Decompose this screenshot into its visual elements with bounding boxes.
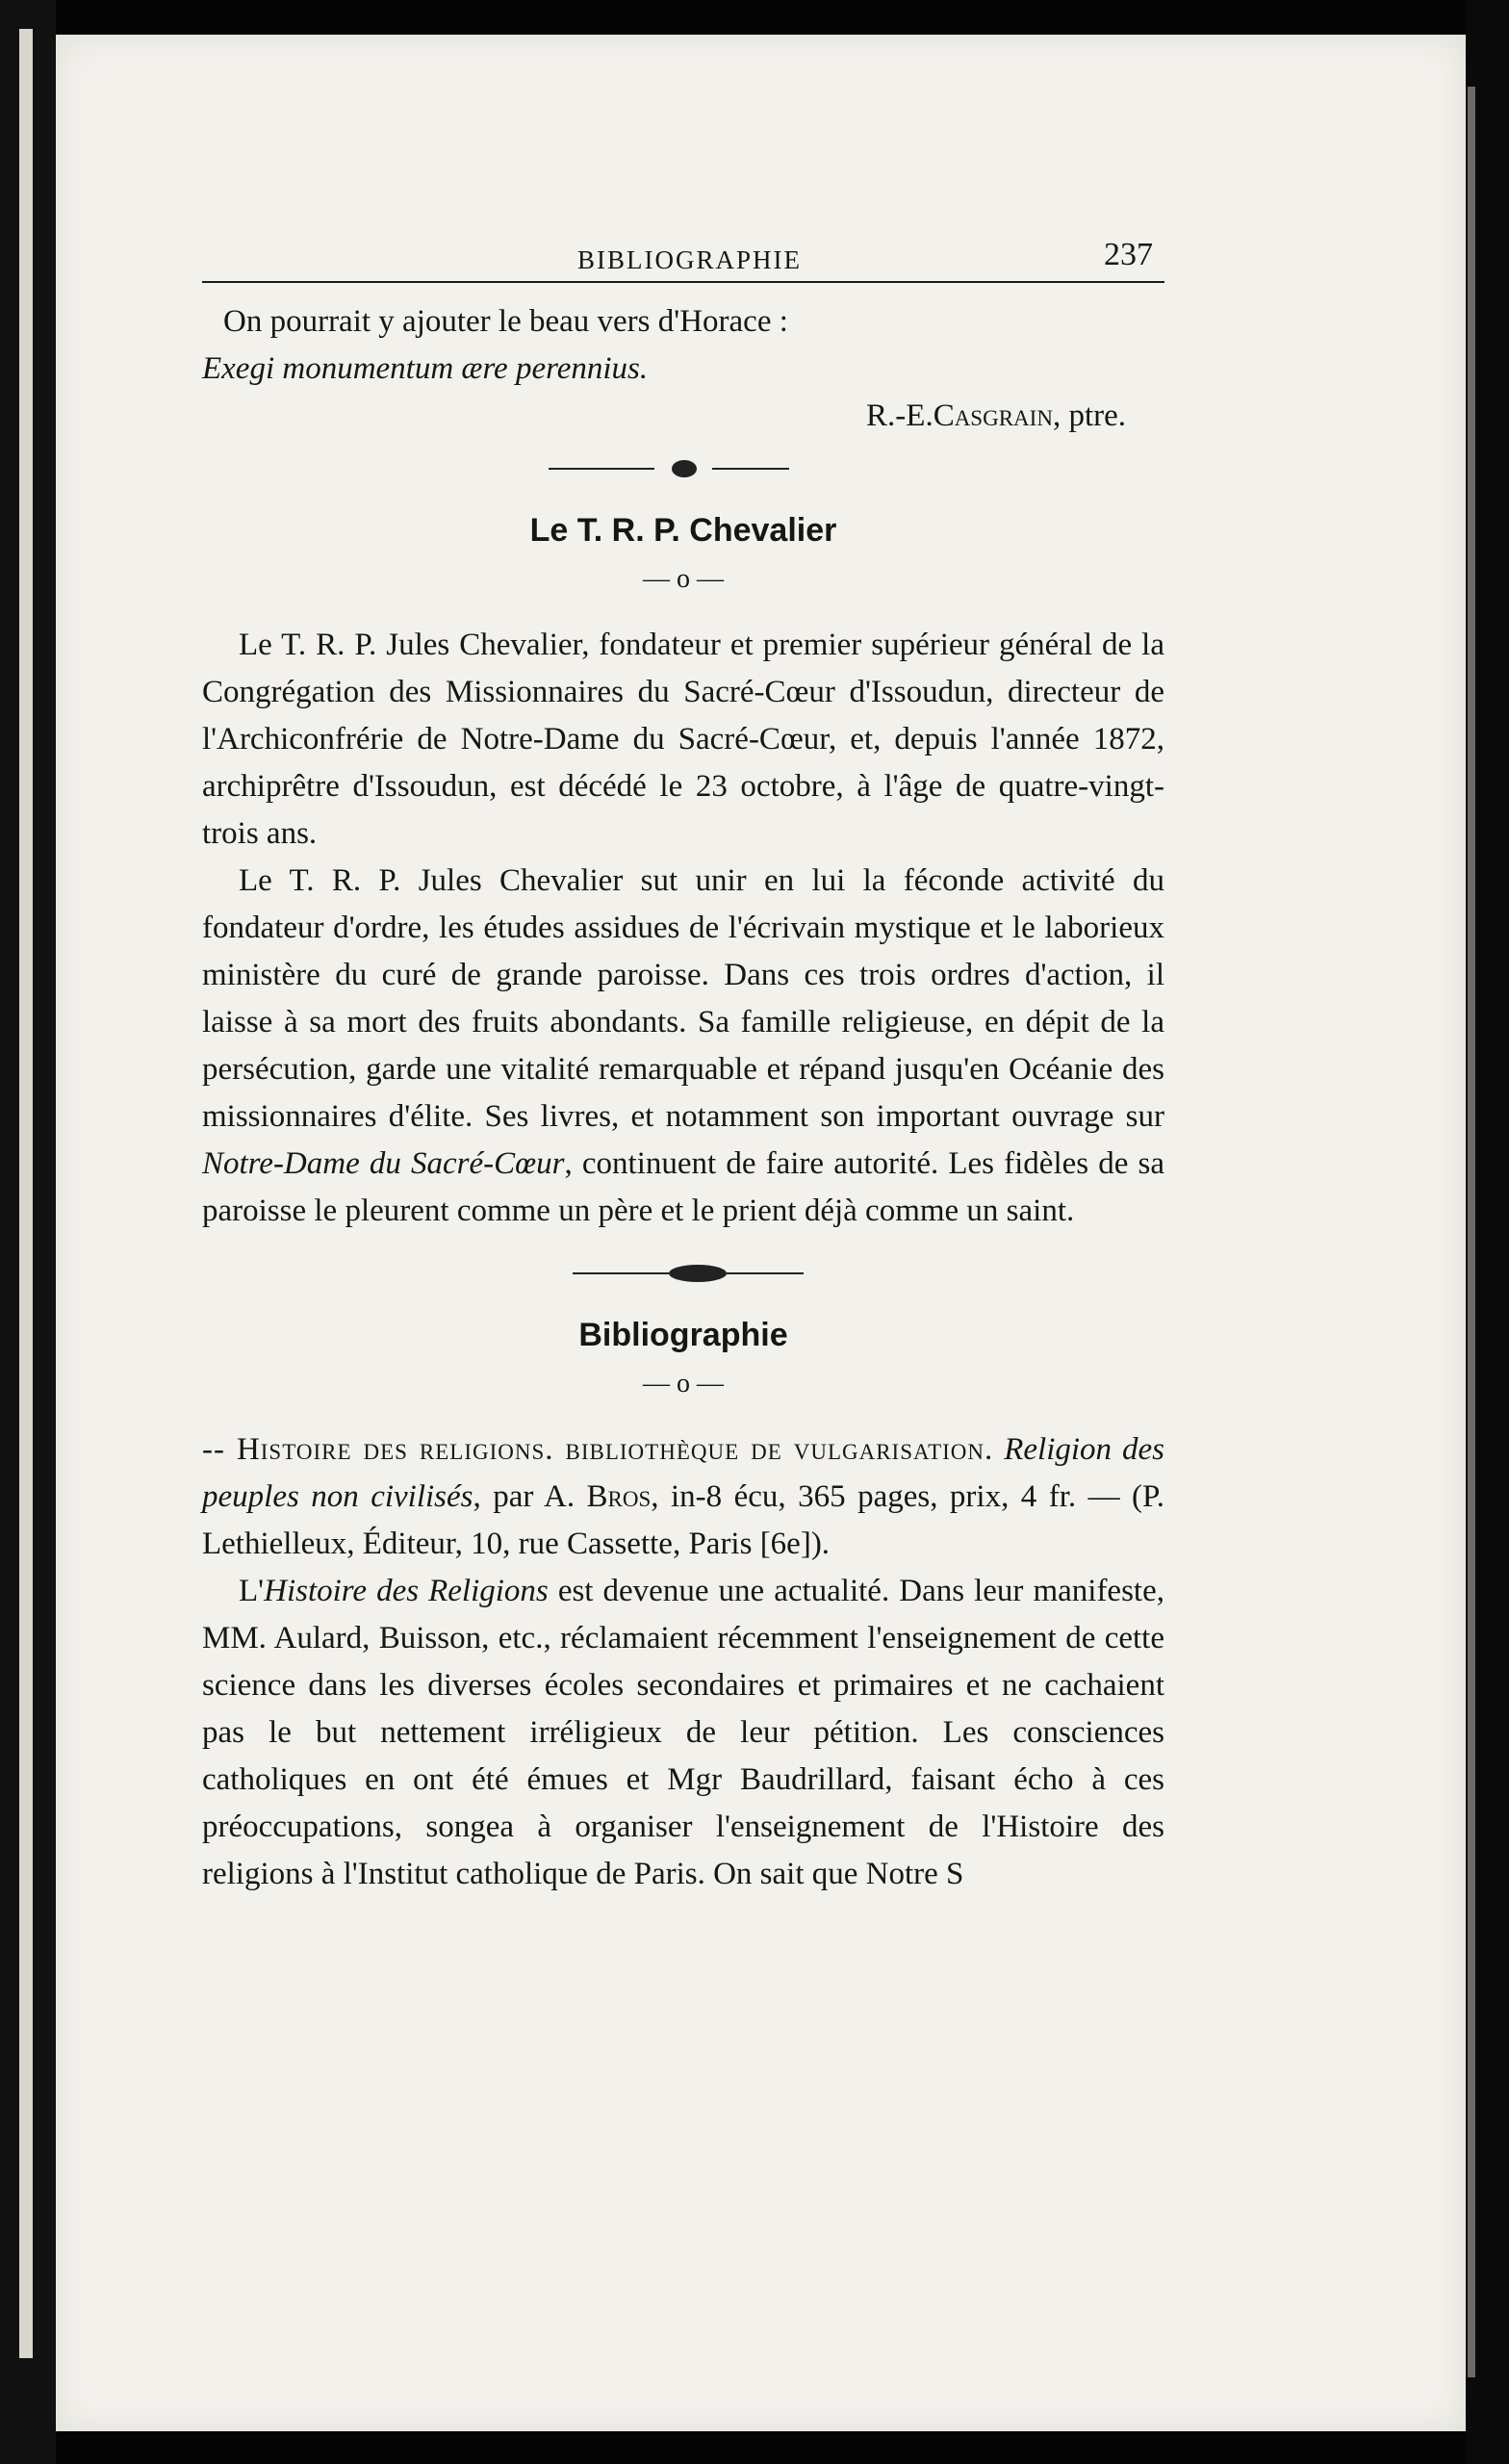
ornament-center xyxy=(672,460,697,477)
signature-name: R.-E.Casgrain xyxy=(866,398,1053,433)
bibliography-paragraph xyxy=(202,1568,1164,1898)
section-divider-1: — o — xyxy=(643,564,724,594)
page-content xyxy=(202,231,1164,1898)
latin-quote: Exegi monumentum ære perennius. xyxy=(202,351,649,386)
chevalier-p2-book-title: Notre-Dame du Sacré-Cœur xyxy=(202,1146,565,1181)
intro-block xyxy=(202,298,1164,440)
ornament-bar-left xyxy=(573,1272,669,1274)
running-head xyxy=(202,231,1164,283)
intro-line: On pourrait y ajouter le beau vers d'Horace : xyxy=(223,304,788,339)
chevalier-paragraph-1: Le T. R. P. Jules Chevalier, fondateur et premier supérieur général de la Congrégation des Missionnaires du Sacré-Cœur d'Issoudun, directeur de l'Archiconfrérie de Notre-Dame du Sacré-Cœur, et, depuis l'année 1872, archiprêtre d'Issoudun, est décédé le 23 octobre, à l'âge de quatre-vingt-trois ans. xyxy=(202,628,1164,851)
bibliography-entry-by: , par A. xyxy=(473,1479,587,1514)
bibliography-entry-author: Bros xyxy=(586,1479,652,1514)
right-page-edge xyxy=(1466,0,1509,2464)
signature xyxy=(202,393,1164,440)
signature-suffix: , ptre. xyxy=(1052,398,1126,433)
ornament-center xyxy=(669,1265,727,1282)
chevalier-paragraph-2 xyxy=(202,858,1164,1235)
chevalier-p2-text-b: , continuent de faire autorité. Les fidèles de sa paroisse le pleurent comme un père et le prient déjà comme un saint. xyxy=(202,1146,1165,1228)
bibliography-entry xyxy=(202,1426,1164,1568)
ornament-bar-right xyxy=(727,1272,804,1274)
section-heading-bibliographie: Bibliographie xyxy=(578,1317,788,1353)
section-heading-chevalier: Le T. R. P. Chevalier xyxy=(529,512,837,549)
right-page-sliver xyxy=(1468,87,1475,2377)
running-head-title: BIBLIOGRAPHIE xyxy=(577,245,802,274)
bibliography-p-rest: est devenue une actualité. Dans leur manifeste, MM. Aulard, Buisson, etc., réclamaient récemment l'enseignement de cette science dans les diverses écoles secondaires et primaires et ne cachaient pas le but nettement irréligieux de leur pétition. Les consciences catholiques en ont été émues et Mgr Baudrillard, faisant écho à ces préoccupations, songea à organiser l'enseignement de l'Histoire des religions à l'Institut catholique de Paris. On sait que Notre S xyxy=(202,1574,1164,1891)
bibliography-entry-series: -- Histoire des religions. bibliothèque de vulgarisation. xyxy=(202,1432,994,1467)
ornament-bar-left xyxy=(549,468,654,470)
section-divider-2: — o — xyxy=(643,1369,724,1399)
left-page-sliver xyxy=(19,29,33,2358)
bibliography-entry-details: , in-8 écu, 365 pages, prix, 4 fr. — (P. Lethielleux, Éditeur, 10, rue Cassette, Paris [6e]). xyxy=(202,1479,1164,1561)
ornament-divider-2 xyxy=(202,1254,1164,1293)
ornament-divider-1 xyxy=(202,449,1164,488)
ornament-bar-right xyxy=(712,468,789,470)
chevalier-p2-text-a: Le T. R. P. Jules Chevalier sut unir en lui la féconde activité du fondateur d'ordre, les études assidues de l'écrivain mystique et le laborieux ministère du curé de grande paroisse. Dans ces trois ordres d'action, il laisse à sa mort des fruits abondants. Sa famille religieuse, en dépit de la persécution, garde une vitalité remarquable et répand jusqu'en Océanie des missionnaires d'élite. Ses livres, et notamment son important ouvrage sur xyxy=(202,863,1164,1134)
bibliography-p-start: L' xyxy=(239,1574,265,1608)
bibliography-entry-title: Religion des peuples non civilisés xyxy=(202,1432,1164,1514)
page-number: 237 xyxy=(1104,237,1153,272)
bibliography-p-title: Histoire des Religions xyxy=(264,1574,549,1608)
left-page-edge xyxy=(0,0,56,2464)
